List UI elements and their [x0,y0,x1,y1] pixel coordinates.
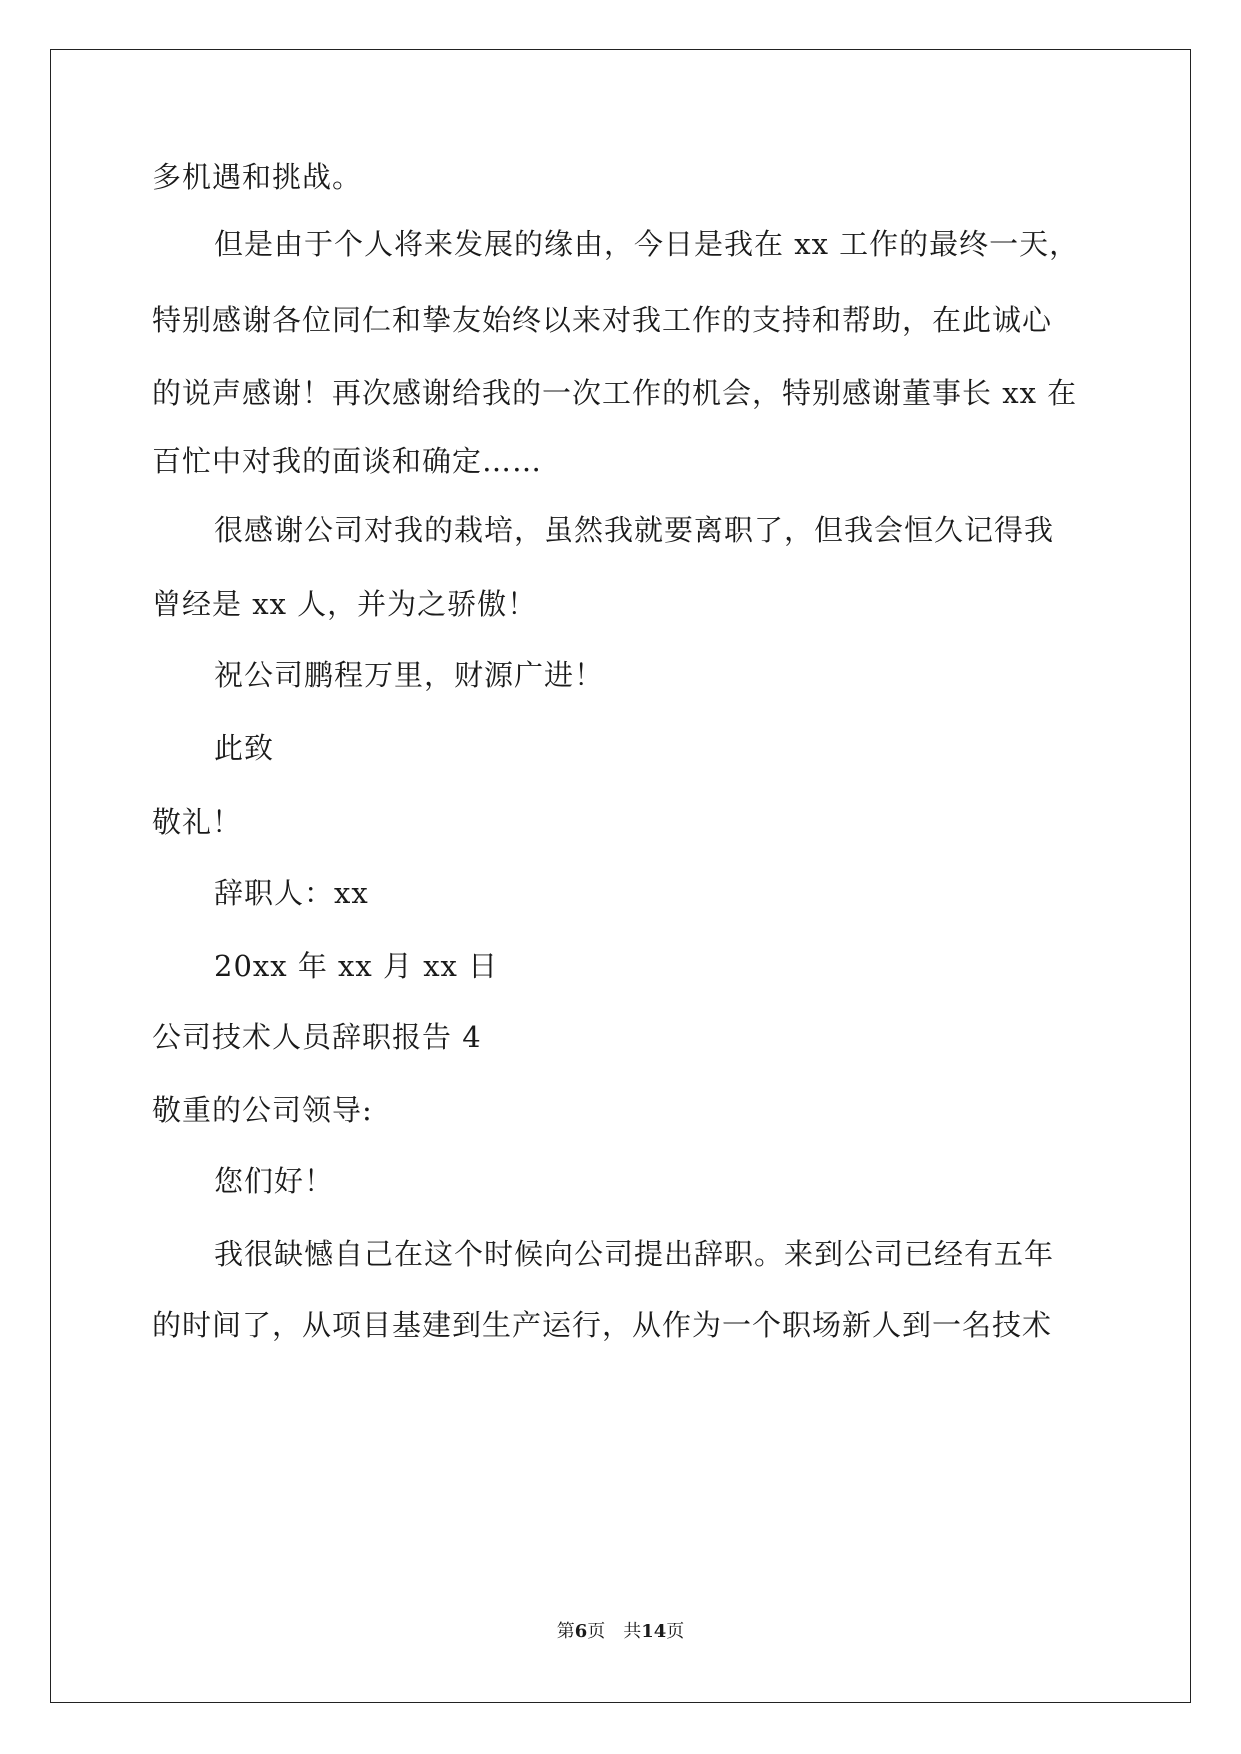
page-number: 6 [574,1621,588,1642]
section-heading: 公司技术人员辞职报告 4 [152,1020,482,1054]
text-line: 很感谢公司对我的栽培，虽然我就要离职了，但我会恒久记得我 [214,513,1055,547]
greeting: 您们好！ [214,1164,335,1198]
total-pages: 14 [641,1621,667,1642]
text-line: 此致 [214,731,275,765]
text-line: 辞职人：xx [214,876,369,910]
page-footer [0,1620,1241,1644]
text-line: 但是由于个人将来发展的缘由，今日是我在 xx 工作的最终一天， [214,227,1080,261]
text-line: 的时间了，从项目基建到生产运行，从作为一个职场新人到一名技术 [152,1308,1053,1342]
text-line: 敬礼！ [152,805,243,839]
salutation: 敬重的公司领导: [152,1093,373,1127]
text-line: 20xx 年 xx 月 xx 日 [214,949,499,983]
text-line: 我很缺憾自己在这个时候向公司提出辞职。来到公司已经有五年 [214,1237,1055,1271]
text-line: 特别感谢各位同仁和挚友始终以来对我工作的支持和帮助，在此诚心 [152,303,1053,337]
total-suffix: 页 [666,1621,685,1642]
text-line: 的说声感谢！再次感谢给我的一次工作的机会，特别感谢董事长 xx 在 [152,376,1078,410]
page-prefix: 第 [556,1621,575,1642]
text-line: 曾经是 xx 人，并为之骄傲！ [152,587,538,621]
total-prefix: 共 [623,1621,642,1642]
page-suffix: 页 [587,1621,606,1642]
text-line: 多机遇和挑战。 [152,160,363,194]
text-line: 祝公司鹏程万里，财源广进！ [214,658,605,692]
text-line: 百忙中对我的面谈和确定…… [152,444,543,478]
